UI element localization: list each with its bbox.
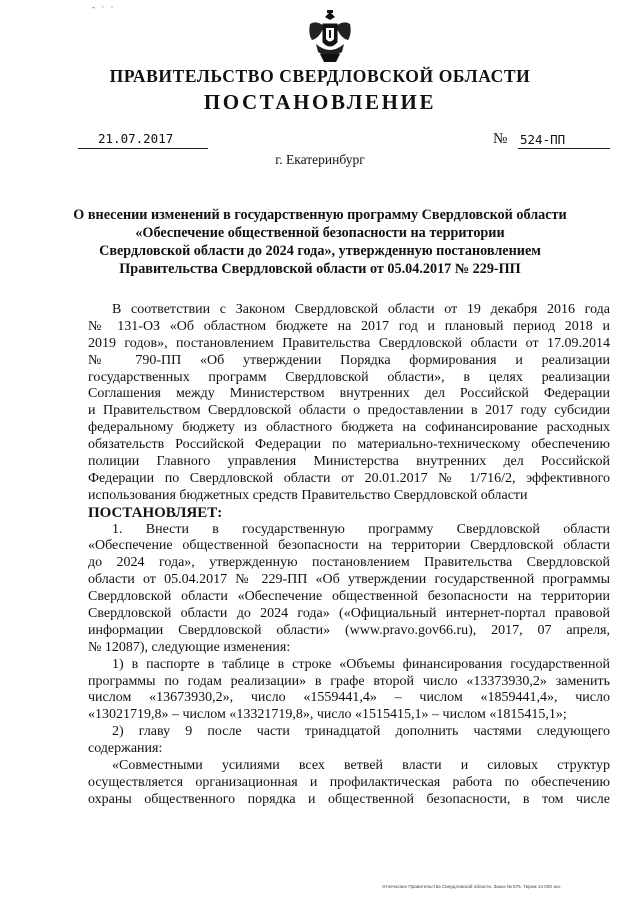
body-line: Федерации по Свердловской области от 20.01.2017 № 1/716/2, эффективного bbox=[88, 470, 610, 486]
scan-marks: - · · bbox=[92, 2, 116, 12]
coat-of-arms-sverdlovsk-icon bbox=[306, 8, 354, 64]
government-name: ПРАВИТЕЛЬСТВО СВЕРДЛОВСКОЙ ОБЛАСТИ bbox=[109, 66, 531, 86]
body-line: и Правительством Свердловской области о предоставлении в 2017 году субсидии bbox=[88, 403, 610, 419]
body-line: В соответствии с Законом Свердловской области от 19 декабря 2016 года bbox=[112, 302, 610, 317]
body-line: программы по годам реализации» в графе второй число «13373930,2» заменить bbox=[88, 673, 610, 689]
title-line: Правительства Свердловской области от 05.04.2017 № 229-ПП bbox=[119, 261, 521, 277]
print-note: Отпечатано Правительства Свердловской области. Заказ № 575. Тираж 14 000 экз. bbox=[382, 884, 562, 889]
body-line: 1) в паспорте в таблице в строке «Объемы финансирования государственной bbox=[112, 656, 610, 672]
body-line: Соглашения между Министерством внутренних дел Российской Федерации bbox=[88, 386, 610, 402]
title-line: «Обеспечение общественной безопасности на территории bbox=[135, 225, 505, 241]
body-line: содержания: bbox=[88, 741, 163, 757]
body-line: использования бюджетных средств Правительство Свердловской области bbox=[88, 487, 528, 503]
document-number: 524-ПП bbox=[520, 132, 566, 147]
body-line: № 12087), следующие изменения: bbox=[88, 639, 291, 655]
body-line: обязательств Российской Федерации по материально-техническому обеспечению bbox=[88, 437, 610, 453]
body-line: 2019 годов», постановлением Правительства Свердловской области от 17.09.2014 bbox=[88, 335, 610, 351]
city: г. Екатеринбург bbox=[275, 152, 365, 167]
body-line: информации Свердловской области» (www.pravo.gov66.ru), 2017, 07 апреля, bbox=[88, 622, 610, 638]
document-body bbox=[88, 302, 610, 809]
title-line: Свердловской области до 2024 года», утвержденную постановлением bbox=[99, 243, 541, 259]
resolves-heading: ПОСТАНОВЛЯЕТ: bbox=[88, 504, 223, 521]
body-line: Свердловской области «Обеспечение общественной безопасности на территории bbox=[88, 589, 610, 605]
document-type: ПОСТАНОВЛЕНИЕ bbox=[203, 90, 437, 114]
body-line: № 131-ОЗ «Об областном бюджете на 2017 год и плановый период 2018 и bbox=[88, 318, 610, 334]
body-line: осуществляется организационная и профилактическая работа по обеспечению bbox=[88, 774, 610, 790]
body-line: 1. Внести в государственную программу Свердловской области bbox=[112, 521, 610, 537]
body-line: «Обеспечение общественной безопасности на территории Свердловской области bbox=[88, 538, 610, 554]
body-line: до 2024 года», утвержденную постановлением Правительства Свердловской bbox=[88, 555, 610, 571]
body-line: Свердловской области до 2024 года» («Официальный интернет-портал правовой bbox=[88, 606, 610, 622]
document-date: 21.07.2017 bbox=[98, 131, 174, 146]
body-line: охраны общественного порядка и общественной безопасности, в том числе bbox=[88, 791, 610, 807]
body-line: полиции Главного управления Министерства внутренних дел Российской bbox=[88, 454, 610, 470]
body-line: федеральному бюджету из областного бюджета на софинансирование расходных bbox=[88, 420, 610, 436]
body-line: 2) главу 9 после части тринадцатой дополнить частями следующего bbox=[112, 724, 610, 740]
number-sign: № bbox=[493, 131, 508, 147]
body-line: № 790-ПП «Об утверждении Порядка формирования и реализации bbox=[88, 352, 610, 368]
body-line: «13021719,8» – числом «13321719,8», число «1515415,1» – числом «1815415,1»; bbox=[88, 707, 567, 723]
body-line: числом «13673930,2», число «1559441,4» – числом «1859441,4», число bbox=[88, 690, 610, 706]
body-line: области от 05.04.2017 № 229-ПП «Об утверждении государственной программы bbox=[88, 572, 610, 588]
document-title bbox=[70, 206, 570, 278]
body-line: «Совместными усилиями всех ветвей власти и силовых структур bbox=[112, 758, 610, 774]
title-line: О внесении изменений в государственную программу Свердловской области bbox=[73, 207, 567, 223]
body-line: государственных программ Свердловской области», в целях реализации bbox=[88, 369, 610, 385]
